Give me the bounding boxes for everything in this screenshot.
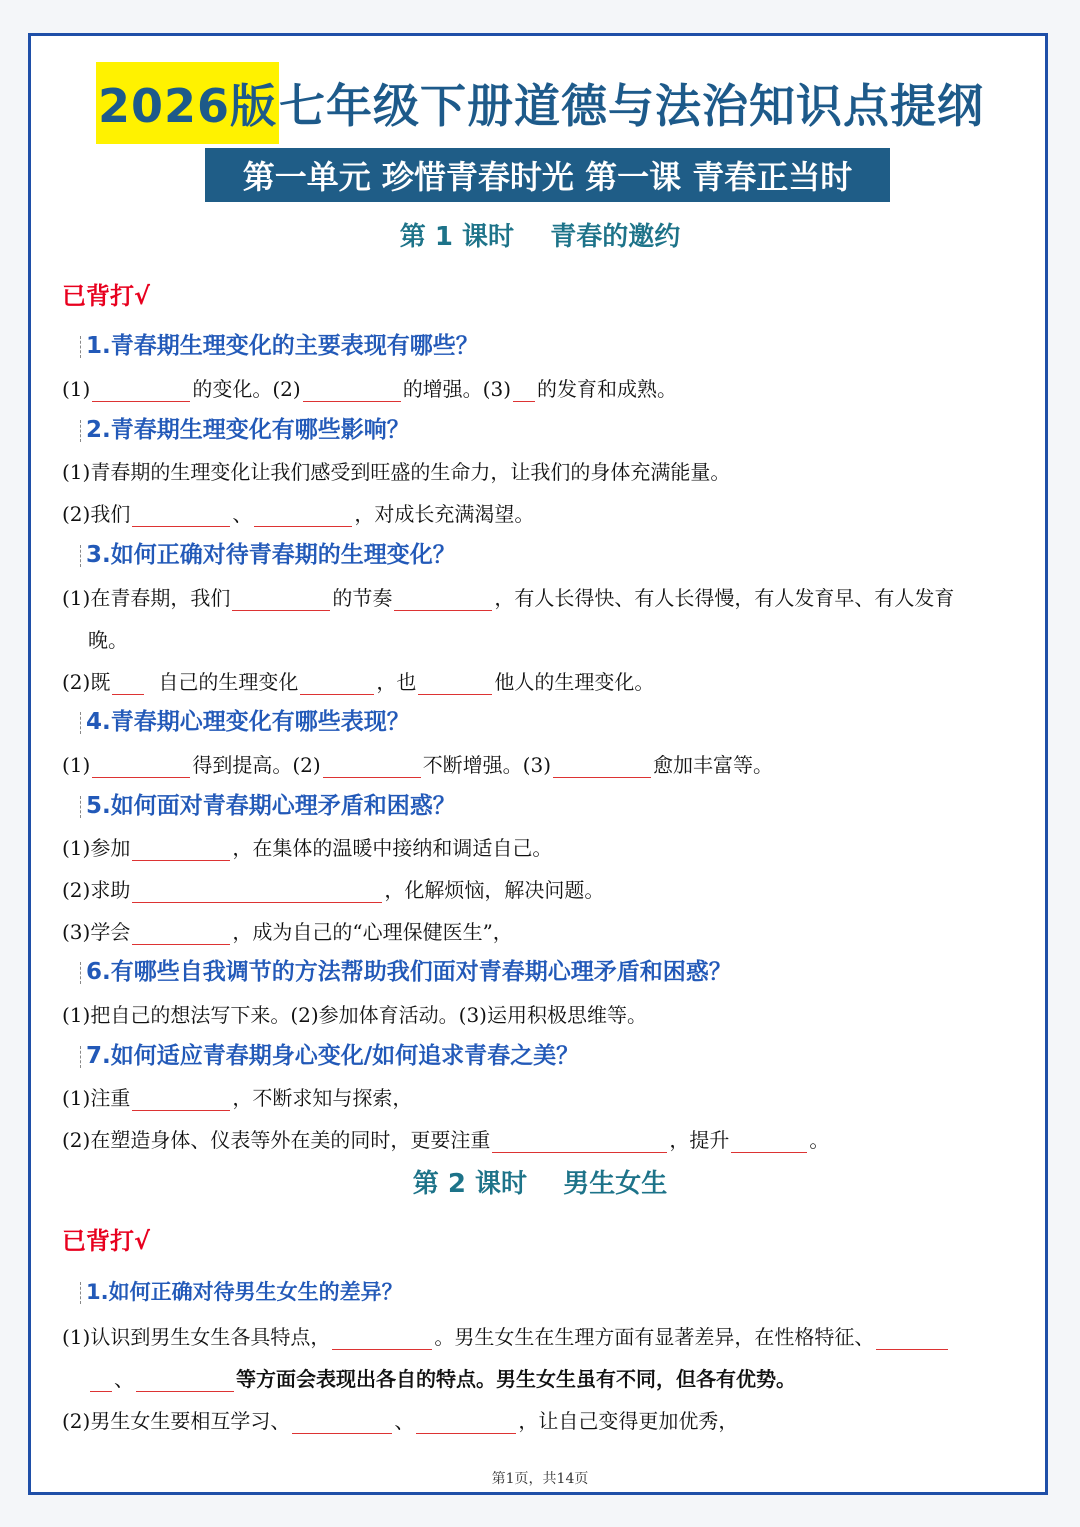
- answer-2-1-2: (2)男生女生要相互学习、 、 ，让自己变得更加优秀，: [62, 1409, 739, 1433]
- title-year: 2026版: [96, 62, 279, 144]
- question-1-4: 4.青春期心理变化有哪些表现？: [80, 703, 410, 736]
- blank[interactable]: [513, 381, 535, 402]
- question-1-3: 3.如何正确对待青春期的生理变化？: [80, 536, 456, 569]
- blank[interactable]: [492, 1132, 667, 1153]
- answer-1-3-1: (1)在青春期，我们 的节奏 ，有人长得快、有人长得慢，有人发育早、有人发育: [62, 586, 955, 610]
- question-marker: [80, 336, 83, 358]
- lesson1-heading: 第 1 课时 青春的邀约: [399, 222, 681, 252]
- title-text: 七年级下册道德与法治知识点提纲: [279, 79, 985, 133]
- blank[interactable]: [92, 381, 190, 402]
- question-1-1: 1.青春期生理变化的主要表现有哪些？: [80, 327, 479, 360]
- blank[interactable]: [132, 1090, 230, 1111]
- blank[interactable]: [300, 674, 374, 695]
- answer-1-2-1: (1)青春期的生理变化让我们感受到旺盛的生命力，让我们的身体充满能量。: [62, 460, 731, 484]
- question-marker: [80, 1046, 83, 1068]
- question-marker: [80, 545, 83, 567]
- question-marker: [80, 1282, 83, 1304]
- blank[interactable]: [254, 506, 352, 527]
- blank[interactable]: [394, 590, 492, 611]
- lesson1-done-mark: 已背打√: [62, 282, 151, 310]
- page-footer: 第1页，共14页: [491, 1471, 589, 1487]
- question-1-7: 7.如何适应青春期身心变化/如何追求青春之美？: [80, 1037, 579, 1070]
- blank[interactable]: [232, 590, 330, 611]
- answer-1-5-3: (3)学会 ，成为自己的“心理保健医生”，: [62, 920, 513, 944]
- lesson2-heading: 第 2 课时 男生女生: [412, 1169, 668, 1199]
- blank[interactable]: [136, 1371, 234, 1392]
- question-marker: [80, 962, 83, 984]
- blank[interactable]: [323, 757, 421, 778]
- answer-1-4: (1) 得到提高。(2) 不断增强。(3) 愈加丰富等。: [62, 753, 774, 777]
- question-1-2: 2.青春期生理变化有哪些影响？: [80, 411, 410, 444]
- blank[interactable]: [132, 924, 230, 945]
- question-2-1: 1.如何正确对待男生女生的差异？: [80, 1276, 403, 1306]
- blank[interactable]: [90, 1371, 112, 1392]
- blank[interactable]: [132, 882, 382, 903]
- question-marker: [80, 420, 83, 442]
- blank[interactable]: [416, 1413, 516, 1434]
- answer-1-7-1: (1)注重 ，不断求知与探索，: [62, 1086, 413, 1110]
- unit-banner: 第一单元 珍惜青春时光 第一课 青春正当时: [205, 148, 890, 202]
- answer-1-3-1-cont: 晚。: [88, 628, 128, 652]
- answer-1-1: (1) 的变化。(2) 的增强。(3) 的发育和成熟。: [62, 377, 678, 401]
- answer-1-5-1: (1)参加 ，在集体的温暖中接纳和调适自己。: [62, 836, 553, 860]
- lesson2-done-mark: 已背打√: [62, 1227, 151, 1255]
- blank[interactable]: [553, 757, 651, 778]
- answer-1-6: (1)把自己的想法写下来。(2)参加体育活动。(3)运用积极思维等。: [62, 1003, 647, 1027]
- blank[interactable]: [418, 674, 492, 695]
- question-1-5: 5.如何面对青春期心理矛盾和困惑？: [80, 787, 456, 820]
- blank[interactable]: [731, 1132, 807, 1153]
- blank[interactable]: [132, 840, 230, 861]
- answer-2-1-1-cont: 、 等方面会表现出各自的特点。男生女生虽有不同，但各有优势。: [88, 1363, 796, 1392]
- blank[interactable]: [876, 1329, 948, 1350]
- answer-1-3-2: (2)既 自己的生理变化 ，也 他人的生理变化。: [62, 670, 655, 694]
- blank[interactable]: [112, 674, 144, 695]
- blank[interactable]: [332, 1329, 432, 1350]
- answer-2-1-1: (1)认识到男生女生各具特点， 。男生女生在生理方面有显著差异，在性格特征、: [62, 1321, 950, 1350]
- answer-1-2-2: (2)我们 、 ，对成长充满渴望。: [62, 502, 535, 526]
- answer-1-7-2: (2)在塑造身体、仪表等外在美的同时，更要注重 ，提升 。: [62, 1128, 830, 1152]
- blank[interactable]: [132, 506, 230, 527]
- blank[interactable]: [92, 757, 190, 778]
- blank[interactable]: [292, 1413, 392, 1434]
- question-1-6: 6.有哪些自我调节的方法帮助我们面对青春期心理矛盾和困惑？: [80, 953, 732, 986]
- question-marker: [80, 712, 83, 734]
- question-marker: [80, 796, 83, 818]
- answer-1-5-2: (2)求助 ，化解烦恼，解决问题。: [62, 878, 605, 902]
- page-title: [96, 62, 984, 144]
- blank[interactable]: [303, 381, 401, 402]
